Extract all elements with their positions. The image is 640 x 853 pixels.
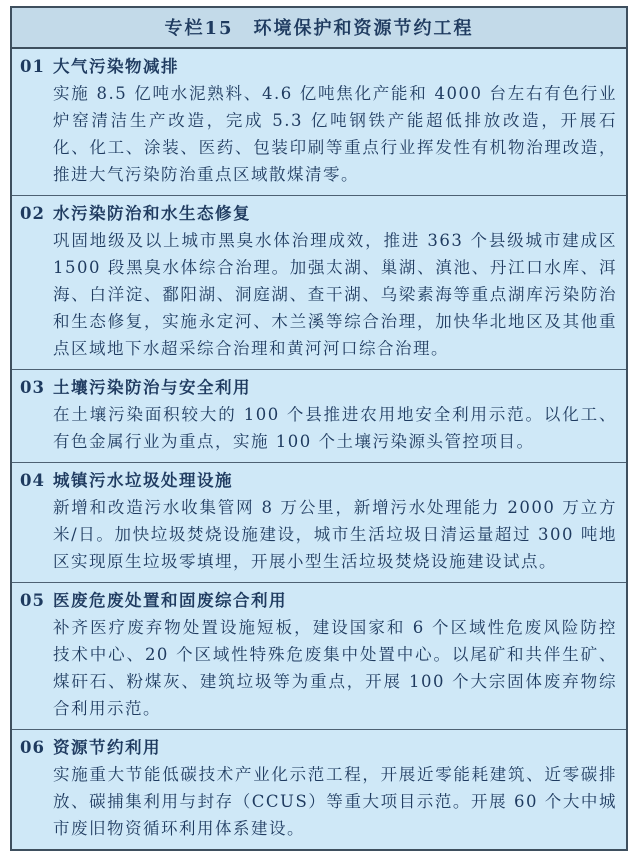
project-item-title: 医废危废处置和固废综合利用 [53, 591, 287, 610]
panel-header [12, 8, 626, 49]
project-item-head [20, 467, 617, 494]
project-item-head [20, 200, 617, 227]
project-item [12, 369, 626, 462]
project-item-title: 土壤污染防治与安全利用 [53, 378, 251, 397]
project-item-number: 05 [20, 591, 45, 610]
project-item-number: 01 [20, 57, 45, 76]
project-item-description: 新增和改造污水收集管网 8 万公里，新增污水处理能力 2000 万立方米/日。加快垃圾焚烧设施建设，城市生活垃圾日清运量超过 300 吨地区实现原生垃圾零填埋，开展小型生活垃圾焚烧设施建设试点。 [53, 498, 617, 571]
project-item-description: 巩固地级及以上城市黑臭水体治理成效，推进 363 个县级城市建成区 1500 段黑臭水体综合治理。加强太湖、巢湖、滇池、丹江口水库、洱海、白洋淀、鄱阳湖、洞庭湖、查干湖、乌梁素海等重点湖库污染防治和生态修复，实施永定河、木兰溪等综合治理，加快华北地区及其他重点区域地下水超采综合治理和黄河河口综合治理。 [53, 231, 617, 358]
project-item-head [20, 734, 617, 761]
panel-rows [12, 49, 626, 849]
panel-title: 专栏15 环境保护和资源节约工程 [164, 18, 474, 39]
project-item-title: 城镇污水垃圾处理设施 [53, 471, 233, 490]
project-item-number: 04 [20, 471, 45, 490]
project-item-description: 在土壤污染面积较大的 100 个县推进农用地安全利用示范。以化工、有色金属行业为重点，实施 100 个土壤污染源头管控项目。 [53, 405, 617, 451]
project-item [12, 462, 626, 582]
project-item [12, 49, 626, 195]
project-item-description: 实施重大节能低碳技术产业化示范工程，开展近零能耗建筑、近零碳排放、碳捕集利用与封存（CCUS）等重大项目示范。开展 60 个大中城市废旧物资循环利用体系建设。 [53, 765, 617, 838]
panel-box [10, 6, 628, 851]
project-item-number: 03 [20, 378, 45, 397]
project-item-head [20, 53, 617, 80]
project-item-title: 资源节约利用 [53, 738, 161, 757]
project-item [12, 729, 626, 849]
project-item-description: 实施 8.5 亿吨水泥熟料、4.6 亿吨焦化产能和 4000 台左右有色行业炉窑清洁生产改造，完成 5.3 亿吨钢铁产能超低排放改造，开展石化、化工、涂装、医药、包装印刷等重点行业挥发性有机物治理改造，推进大气污染防治重点区域散煤清零。 [53, 84, 617, 184]
project-item-number: 02 [20, 204, 45, 223]
project-item-description: 补齐医疗废弃物处置设施短板，建设国家和 6 个区域性危废风险防控技术中心、20 个区域性特殊危废集中处置中心。以尾矿和共伴生矿、煤矸石、粉煤灰、建筑垃圾等为重点，开展 100 个大宗固体废弃物综合利用示范。 [53, 618, 617, 718]
project-item-head [20, 587, 617, 614]
project-item-head [20, 374, 617, 401]
project-item-title: 水污染防治和水生态修复 [53, 204, 251, 223]
project-item-title: 大气污染物减排 [53, 57, 179, 76]
project-item [12, 582, 626, 729]
project-item-number: 06 [20, 738, 45, 757]
project-item [12, 195, 626, 369]
